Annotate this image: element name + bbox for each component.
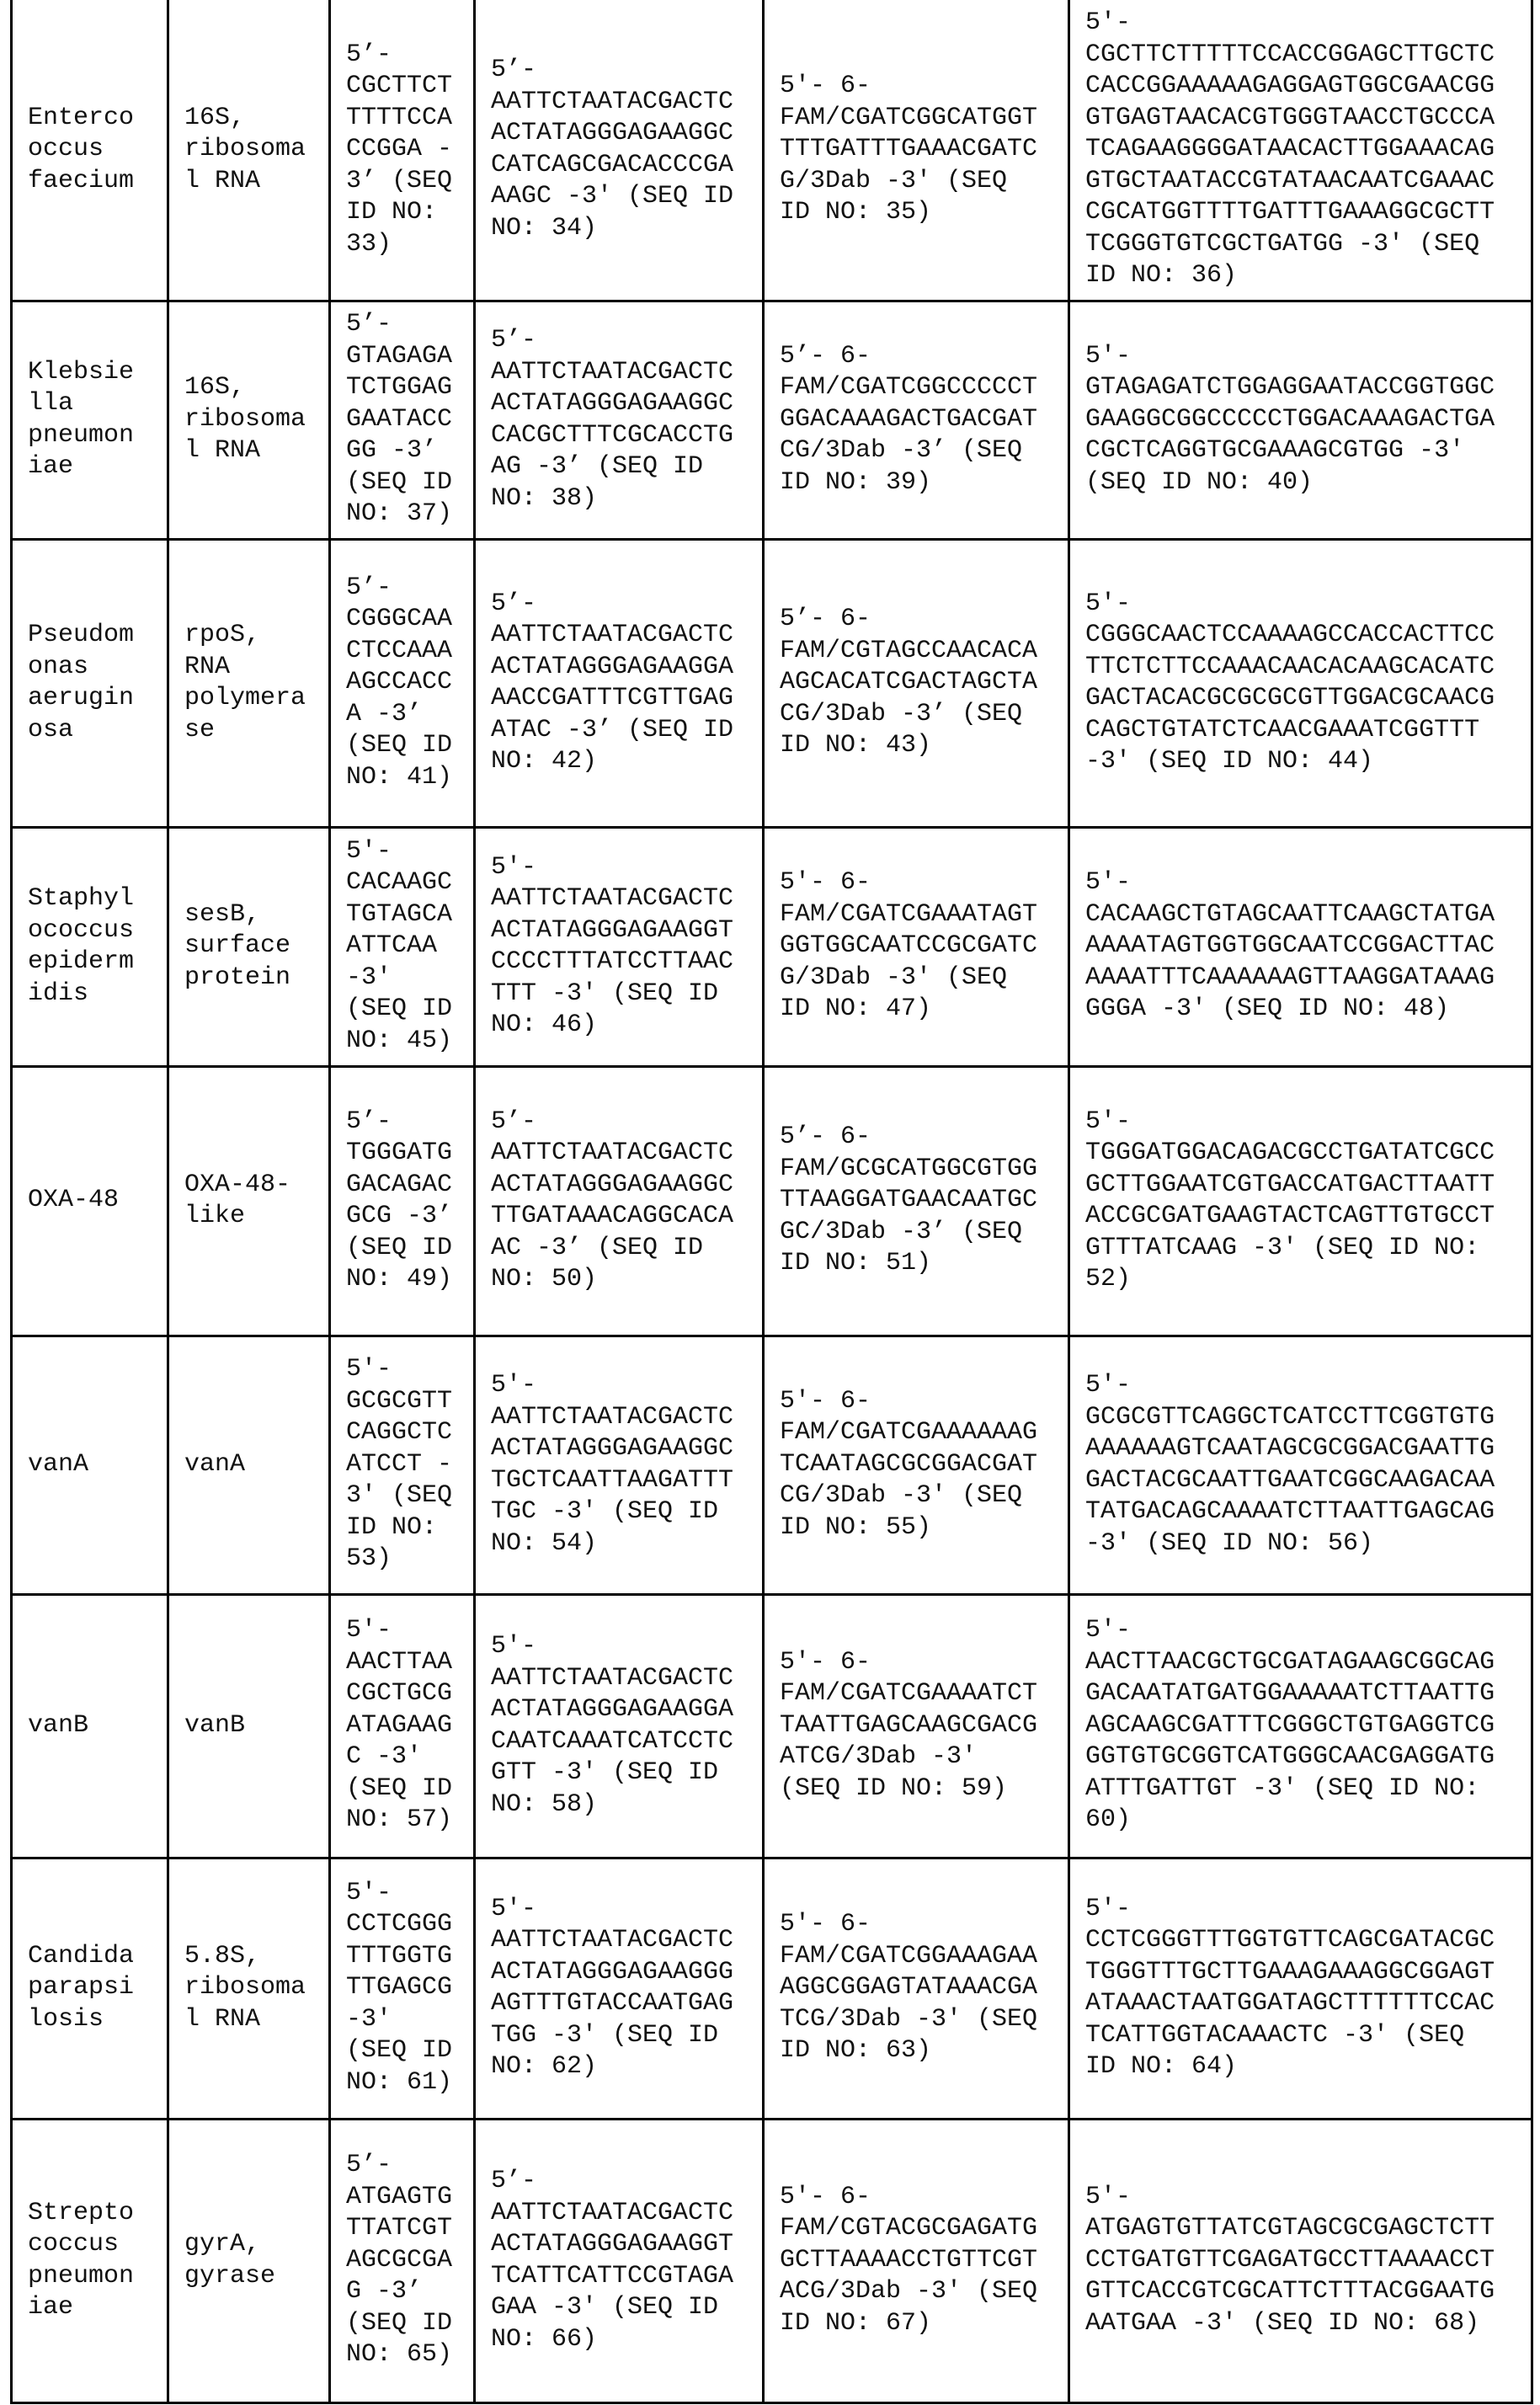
forward-primer-cell: 5'- CACAAGC TGTAGCA ATTCAA -3' (SEQ ID NO: 45) <box>330 827 475 1066</box>
probe-cell: 5’- 6- FAM/CGATCGGCCCCCT GGACAAAGACTGACGAT CG/3Dab -3’ (SEQ ID NO: 39) <box>764 301 1069 539</box>
forward-primer-cell: 5’- CGGGCAA CTCCAAA AGCCACC A -3’ (SEQ ID NO: 41) <box>330 539 475 827</box>
primer-probe-table <box>10 0 1533 2404</box>
organism-cell: Enterco occus faecium <box>12 0 168 301</box>
table-row <box>12 2119 1532 2402</box>
probe-cell: 5'- 6- FAM/CGATCGAAAAAAG TCAATAGCGCGGACGAT CG/3Dab -3' (SEQ ID NO: 55) <box>764 1336 1069 1594</box>
reverse-primer-cell: 5'- AATTCTAATACGACTC ACTATAGGGAGAAGGT CCCCTTTATCCTTAAC TTT -3' (SEQ ID NO: 46) <box>475 827 764 1066</box>
forward-primer-cell: 5’- TGGGATG GACAGAC GCG -3’ (SEQ ID NO: 49) <box>330 1066 475 1336</box>
reverse-primer-cell: 5'- AATTCTAATACGACTC ACTATAGGGAGAAGGA CAATCAAATCATCCTC GTT -3' (SEQ ID NO: 58) <box>475 1594 764 1858</box>
probe-cell: 5’- 6- FAM/CGTAGCCAACACA AGCACATCGACTAGCTA CG/3Dab -3’ (SEQ ID NO: 43) <box>764 539 1069 827</box>
target-gene-cell: 5.8S, ribosoma l RNA <box>168 1858 330 2119</box>
target-gene-cell: rpoS, RNA polymera se <box>168 539 330 827</box>
target-sequence-cell: 5'- AACTTAACGCTGCGATAGAAGCGGCAG GACAATATGATGGAAAAATCTTAATTG AGCAAGCGATTTCGGGCTGTGAGGTCG GGTGTGCGGTCATGGGCAACGAGGATG ATTTGATTGT -3' (SEQ ID NO: 60) <box>1069 1594 1532 1858</box>
target-sequence-cell: 5'- CACAAGCTGTAGCAATTCAAGCTATGA AAAATAGTGGTGGCAATCCGGACTTAC AAAATTTCAAAAAAGTTAAGGATAAAG GGGA -3' (SEQ ID NO: 48) <box>1069 827 1532 1066</box>
reverse-primer-cell: 5’- AATTCTAATACGACTC ACTATAGGGAGAAGGA AACCGATTTCGTTGAG ATAC -3’ (SEQ ID NO: 42) <box>475 539 764 827</box>
table-row <box>12 1594 1532 1858</box>
forward-primer-cell: 5'- CCTCGGG TTTGGTG TTGAGCG -3' (SEQ ID NO: 61) <box>330 1858 475 2119</box>
target-sequence-cell: 5'- TGGGATGGACAGACGCCTGATATCGCC GCTTGGAATCGTGACCATGACTTAATT ACCGCGATGAAGTACTCAGTTGTGCCT GTTTATCAAG -3' (SEQ ID NO: 52) <box>1069 1066 1532 1336</box>
probe-cell: 5'- 6- FAM/CGTACGCGAGATG GCTTAAAACCTGTTCGT ACG/3Dab -3' (SEQ ID NO: 67) <box>764 2119 1069 2402</box>
target-gene-cell: OXA-48- like <box>168 1066 330 1336</box>
table-row <box>12 1066 1532 1336</box>
table-row <box>12 1336 1532 1594</box>
target-gene-cell: vanB <box>168 1594 330 1858</box>
organism-cell: Klebsie lla pneumon iae <box>12 301 168 539</box>
organism-cell: OXA-48 <box>12 1066 168 1336</box>
table-row <box>12 827 1532 1066</box>
organism-cell: Pseudom onas aerugin osa <box>12 539 168 827</box>
organism-cell: vanB <box>12 1594 168 1858</box>
table-row <box>12 539 1532 827</box>
organism-cell: Staphyl ococcus epiderm idis <box>12 827 168 1066</box>
reverse-primer-cell: 5'- AATTCTAATACGACTC ACTATAGGGAGAAGGC TGCTCAATTAAGATTT TGC -3' (SEQ ID NO: 54) <box>475 1336 764 1594</box>
organism-cell: Strepto coccus pneumon iae <box>12 2119 168 2402</box>
probe-cell: 5'- 6- FAM/CGATCGAAAATCT TAATTGAGCAAGCGACG ATCG/3Dab -3' (SEQ ID NO: 59) <box>764 1594 1069 1858</box>
reverse-primer-cell: 5’- AATTCTAATACGACTC ACTATAGGGAGAAGGC CACGCTTTCGCACCTG AG -3’ (SEQ ID NO: 38) <box>475 301 764 539</box>
target-gene-cell: 16S, ribosoma l RNA <box>168 0 330 301</box>
target-gene-cell: vanA <box>168 1336 330 1594</box>
table-row <box>12 0 1532 301</box>
probe-cell: 5'- 6- FAM/CGATCGAAATAGT GGTGGCAATCCGCGATC G/3Dab -3' (SEQ ID NO: 47) <box>764 827 1069 1066</box>
reverse-primer-cell: 5’- AATTCTAATACGACTC ACTATAGGGAGAAGGC CATCAGCGACACCCGA AAGC -3' (SEQ ID NO: 34) <box>475 0 764 301</box>
table-body <box>12 0 1532 2402</box>
reverse-primer-cell: 5’- AATTCTAATACGACTC ACTATAGGGAGAAGGC TTGATAAACAGGCACA AC -3’ (SEQ ID NO: 50) <box>475 1066 764 1336</box>
target-gene-cell: gyrA, gyrase <box>168 2119 330 2402</box>
target-sequence-cell: 5'- CGCTTCTTTTTCCACCGGAGCTTGCTC CACCGGAAAAAGAGGAGTGGCGAACGG GTGAGTAACACGTGGGTAACCTGCCCA TCAGAAGGGGATAACACTTGGAAACAG GTGCTAATACCGTATAACAATCGAAAC CGCATGGTTTTGATTTGAAAGGCGCTT TCGGGTGTCGCTGATGG -3' (SEQ ID NO: 36) <box>1069 0 1532 301</box>
forward-primer-cell: 5'- AACTTAA CGCTGCG ATAGAAG C -3' (SEQ ID NO: 57) <box>330 1594 475 1858</box>
forward-primer-cell: 5’- CGCTTCT TTTTCCA CCGGA - 3’ (SEQ ID NO: 33) <box>330 0 475 301</box>
target-sequence-cell: 5'- GCGCGTTCAGGCTCATCCTTCGGTGTG AAAAAAGTCAATAGCGCGGACGAATTG GACTACGCAATTGAATCGGCAAGACAA TATGACAGCAAAATCTTAATTGAGCAG -3' (SEQ ID NO: 56) <box>1069 1336 1532 1594</box>
probe-cell: 5'- 6- FAM/CGATCGGCATGGT TTTGATTTGAAACGATC G/3Dab -3' (SEQ ID NO: 35) <box>764 0 1069 301</box>
target-sequence-cell: 5'- CCTCGGGTTTGGTGTTCAGCGATACGC TGGGTTTGCTTGAAAGAAAGGCGGAGT ATAAACTAATGGATAGCTTTTTTCCAC TCATTGGTACAAACTC -3' (SEQ ID NO: 64) <box>1069 1858 1532 2119</box>
target-sequence-cell: 5'- CGGGCAACTCCAAAAGCCACCACTTCC TTCTCTTCCAAACAACACAAGCACATC GACTACACGCGCGCGTTGGACGCAACG CAGCTGTATCTCAACGAAATCGGTTT -3' (SEQ ID NO: 44) <box>1069 539 1532 827</box>
forward-primer-cell: 5’- GTAGAGA TCTGGAG GAATACC GG -3’ (SEQ ID NO: 37) <box>330 301 475 539</box>
target-sequence-cell: 5'- GTAGAGATCTGGAGGAATACCGGTGGC GAAGGCGGCCCCCTGGACAAAGACTGA CGCTCAGGTGCGAAAGCGTGG -3' (SEQ ID NO: 40) <box>1069 301 1532 539</box>
organism-cell: Candida parapsi losis <box>12 1858 168 2119</box>
reverse-primer-cell: 5’- AATTCTAATACGACTC ACTATAGGGAGAAGGT TCATTCATTCCGTAGA GAA -3' (SEQ ID NO: 66) <box>475 2119 764 2402</box>
table-row <box>12 301 1532 539</box>
organism-cell: vanA <box>12 1336 168 1594</box>
forward-primer-cell: 5'- GCGCGTT CAGGCTC ATCCT - 3' (SEQ ID NO: 53) <box>330 1336 475 1594</box>
target-gene-cell: 16S, ribosoma l RNA <box>168 301 330 539</box>
target-sequence-cell: 5'- ATGAGTGTTATCGTAGCGCGAGCTCTT CCTGATGTTCGAGATGCCTTAAAACCT GTTCACCGTCGCATTCTTTACGGAATG AATGAA -3' (SEQ ID NO: 68) <box>1069 2119 1532 2402</box>
reverse-primer-cell: 5'- AATTCTAATACGACTC ACTATAGGGAGAAGGG AGTTTGTACCAATGAG TGG -3' (SEQ ID NO: 62) <box>475 1858 764 2119</box>
target-gene-cell: sesB, surface protein <box>168 827 330 1066</box>
probe-cell: 5'- 6- FAM/CGATCGGAAAGAA AGGCGGAGTATAAACGA TCG/3Dab -3' (SEQ ID NO: 63) <box>764 1858 1069 2119</box>
forward-primer-cell: 5’- ATGAGTG TTATCGT AGCGCGA G -3’ (SEQ ID NO: 65) <box>330 2119 475 2402</box>
table-row <box>12 1858 1532 2119</box>
probe-cell: 5’- 6- FAM/GCGCATGGCGTGG TTAAGGATGAACAATGC GC/3Dab -3’ (SEQ ID NO: 51) <box>764 1066 1069 1336</box>
